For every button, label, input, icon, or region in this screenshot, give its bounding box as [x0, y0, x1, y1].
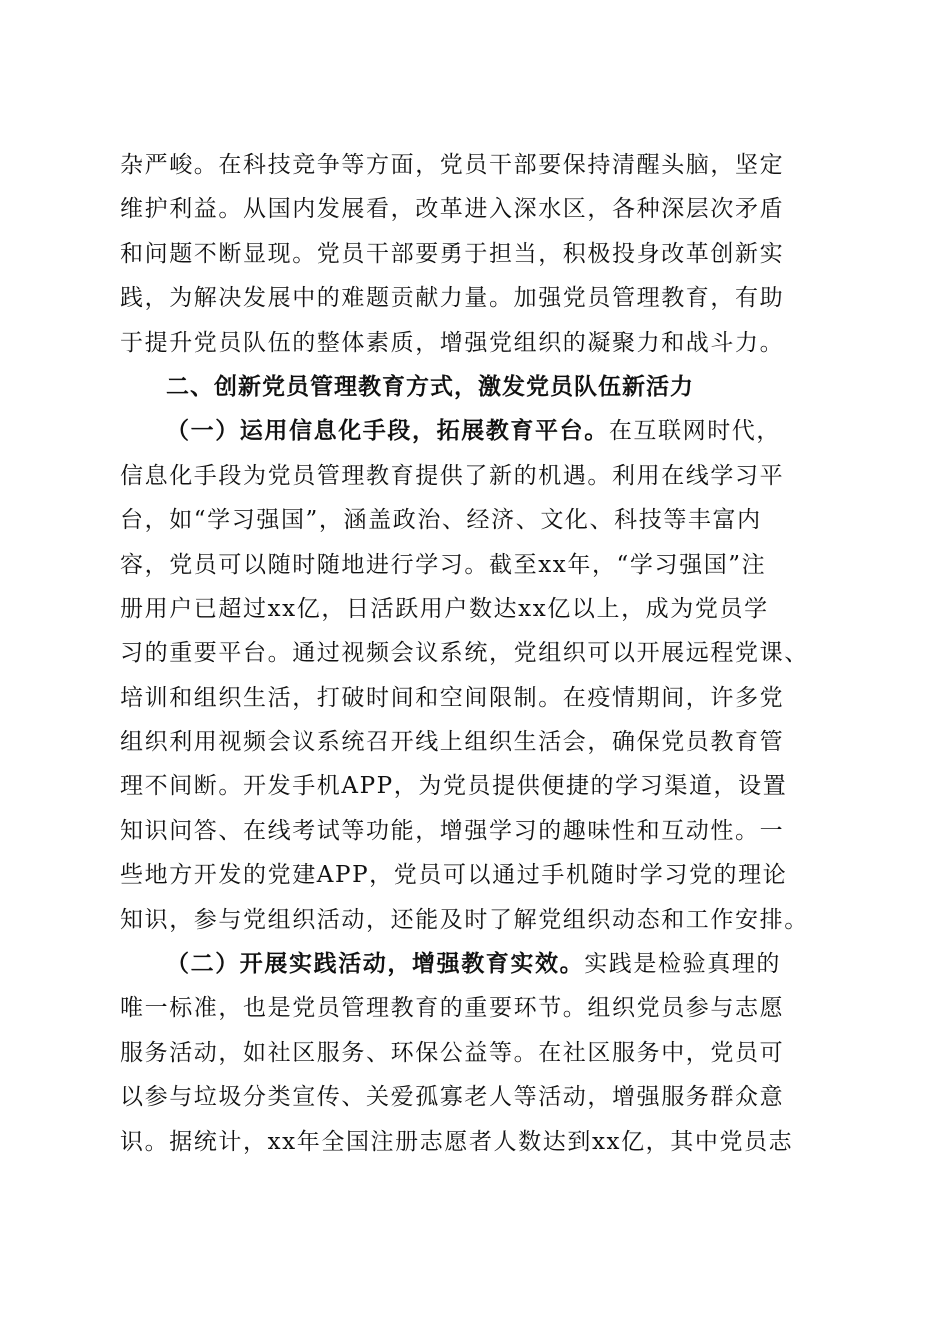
paragraph-line: 服务活动，如社区服务、环保公益等。在社区服务中，党员可 — [120, 1039, 785, 1066]
paragraph-line: 些地方开发的党建APP，党员可以通过手机随时学习党的理论 — [120, 862, 788, 889]
paragraph-line: 杂严峻。在科技竞争等方面，党员干部要保持清醒头脑，坚定 — [120, 152, 785, 178]
subsection-first-line — [120, 409, 830, 453]
paragraph-line: 台，如“学习强国”，涵盖政治、经济、文化、科技等丰富内 — [120, 507, 762, 534]
subsection-title: （一）运用信息化手段，拓展教育平台。 — [166, 417, 609, 445]
subsection-first-line — [120, 942, 830, 986]
paragraph-line: 培训和组织生活，打破时间和空间限制。在疫情期间，许多党 — [120, 684, 785, 711]
paragraph-text: 实践是检验真理的 — [584, 951, 782, 978]
paragraph-line: 册用户已超过xx亿，日活跃用户数达xx亿以上，成为党员学 — [120, 595, 769, 622]
paragraph-line: 识。据统计，xx年全国注册志愿者人数达到xx亿，其中党员志 — [120, 1128, 794, 1155]
paragraph-line: 知识问答、在线考试等功能，增强学习的趣味性和互动性。一 — [120, 817, 785, 844]
paragraph-line: 知识，参与党组织活动，还能及时了解党组织动态和工作安排。 — [120, 906, 809, 933]
paragraph-line: 和问题不断显现。党员干部要勇于担当，积极投身改革创新实 — [120, 240, 785, 267]
subsection-title: （二）开展实践活动，增强教育实效。 — [166, 950, 585, 978]
paragraph-line: 组织利用视频会议系统召开线上组织生活会，确保党员教育管 — [120, 729, 785, 756]
paragraph-line: 容，党员可以随时随地进行学习。截至xx年，“学习强国”注 — [120, 551, 767, 578]
paragraph-line: 以参与垃圾分类宣传、关爱孤寡老人等活动，增强服务群众意 — [120, 1084, 785, 1111]
paragraph-line: 践，为解决发展中的难题贡献力量。加强党员管理教育，有助 — [120, 285, 785, 312]
paragraph-text: 在互联网时代， — [608, 418, 782, 445]
paragraph-line: 习的重要平台。通过视频会议系统，党组织可以开展远程党课、 — [120, 640, 809, 667]
paragraph-line: 信息化手段为党员管理教育提供了新的机遇。利用在线学习平 — [120, 462, 785, 489]
paragraph-line: 维护利益。从国内发展看，改革进入深水区，各种深层次矛盾 — [120, 196, 785, 223]
body-text — [120, 143, 830, 1164]
section-heading: 二、创新党员管理教育方式，激发党员队伍新活力 — [166, 373, 694, 400]
paragraph-line: 理不间断。开发手机APP，为党员提供便捷的学习渠道，设置 — [120, 773, 788, 800]
paragraph-line: 于提升党员队伍的整体素质，增强党组织的凝聚力和战斗力。 — [120, 329, 785, 356]
paragraph-line: 唯一标准，也是党员管理教育的重要环节。组织党员参与志愿 — [120, 995, 785, 1022]
